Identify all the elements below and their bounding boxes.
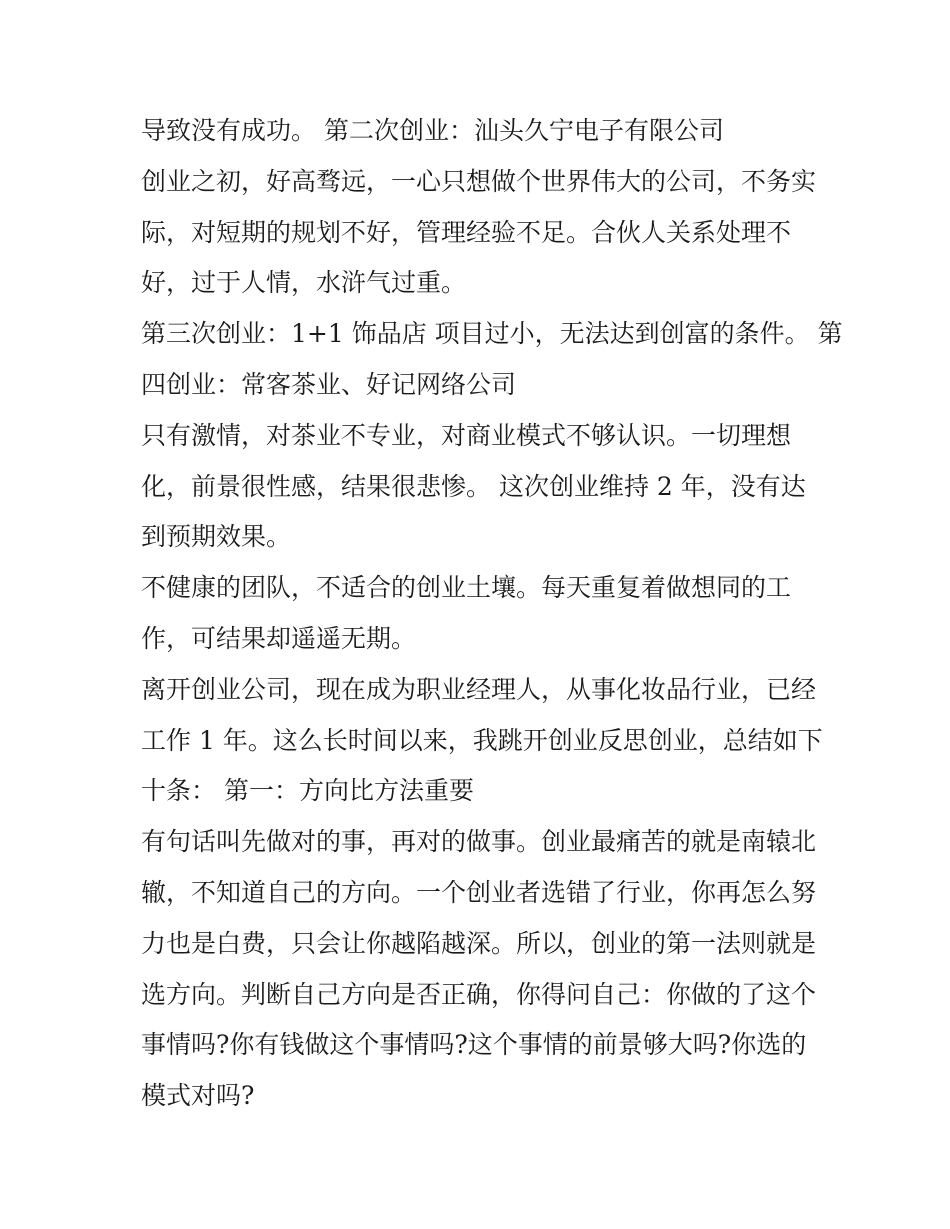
text-line: 离开创业公司，现在成为职业经理人，从事化妆品行业，已经 <box>141 674 817 704</box>
text-line: 不健康的团队，不适合的创业土壤。每天重复着做想同的工 <box>141 573 792 603</box>
text-line: 创业之初，好高骛远，一心只想做个世界伟大的公司，不务实 <box>141 166 817 196</box>
text-line: 导致没有成功。 第二次创业：汕头久宁电子有限公司 <box>141 116 724 145</box>
text-line: 十条： 第一：方向比方法重要 <box>141 776 474 806</box>
text-line: 作，可结果却遥遥无期。 <box>141 623 417 653</box>
text-line: 事情吗?你有钱做这个事情吗?这个事情的前景够大吗?你选的 <box>141 1030 807 1060</box>
text-line: 有句话叫先做对的事，再对的做事。创业最痛苦的就是南辕北 <box>141 827 817 857</box>
text-line: 际，对短期的规划不好，管理经验不足。合伙人关系处理不 <box>141 217 792 247</box>
text-line: 第三次创业：1+1 饰品店 项目过小，无法达到创富的条件。 第 <box>141 319 843 349</box>
text-line: 模式对吗? <box>141 1081 255 1111</box>
text-line: 好，过于人情，水浒气过重。 <box>141 268 467 298</box>
text-line: 到预期效果。 <box>141 522 292 552</box>
text-line: 化，前景很性感，结果很悲惨。 这次创业维持 2 年，没有达 <box>141 471 806 501</box>
text-line: 辙，不知道自己的方向。一个创业者选错了行业，你再怎么努 <box>141 877 817 907</box>
text-line: 四创业：常客茶业、好记网络公司 <box>141 369 517 399</box>
text-line: 选方向。判断自己方向是否正确，你得问自己：你做的了这个 <box>141 979 817 1009</box>
text-line: 只有激情，对茶业不专业，对商业模式不够认识。一切理想 <box>141 420 792 450</box>
text-line: 工作 1 年。这么长时间以来，我跳开创业反思创业，总结如下 <box>141 725 823 755</box>
document-body <box>141 106 843 1122</box>
text-line: 力也是白费，只会让你越陷越深。所以，创业的第一法则就是 <box>141 928 817 958</box>
